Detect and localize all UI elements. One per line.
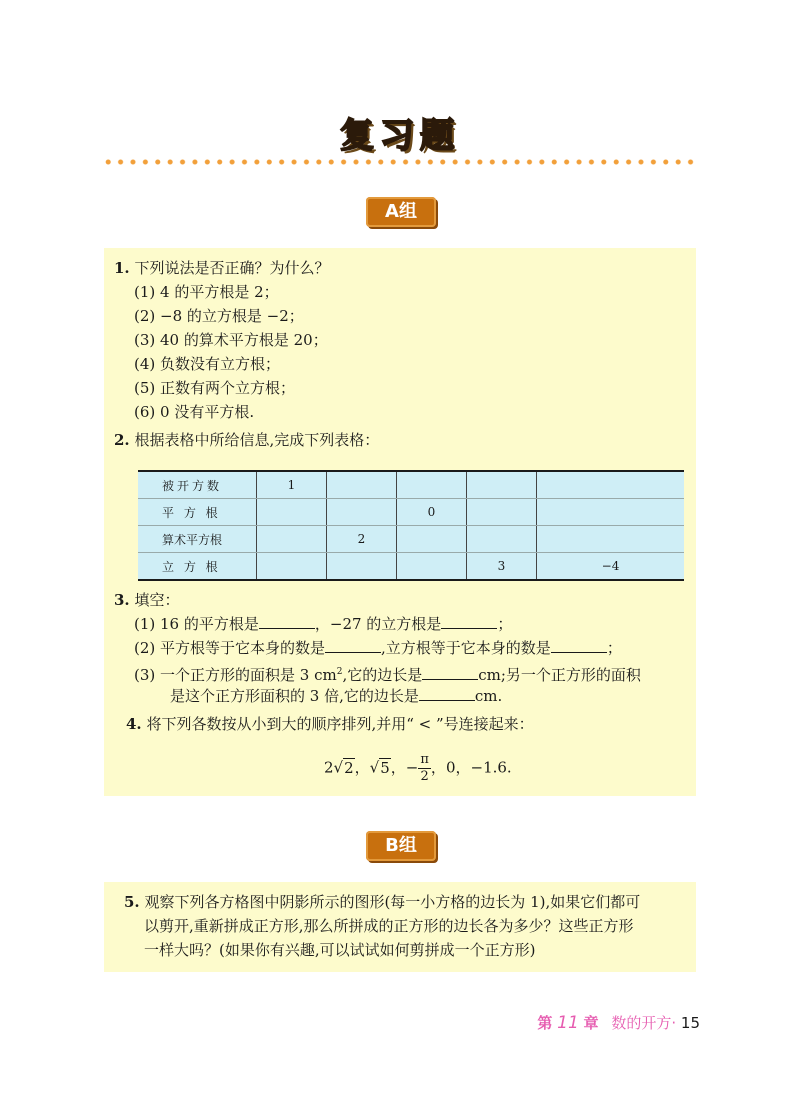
answer-blank[interactable] bbox=[419, 686, 475, 701]
row-header: 被开方数 bbox=[138, 471, 257, 499]
q3-text: ； bbox=[606, 639, 622, 657]
math-text: ， bbox=[354, 758, 370, 777]
table-cell bbox=[257, 499, 327, 526]
math-text: ， bbox=[455, 758, 471, 777]
table-cell bbox=[327, 471, 397, 499]
q1-item: (4) 负数没有立方根； bbox=[134, 355, 281, 373]
question-text: 观察下列各方格图中阴影所示的图形(每一小方格的边长为 1),如果它们都可 bbox=[144, 893, 641, 911]
math-text: ， bbox=[430, 758, 446, 777]
q3-text: (2) 平方根等于它本身的数是 bbox=[134, 639, 326, 657]
table-cell: 0 bbox=[397, 499, 467, 526]
q3-text: ,它的边长是 bbox=[342, 666, 423, 684]
table-cell bbox=[537, 499, 685, 526]
q3-line-3 bbox=[134, 660, 641, 687]
q3-text: 是这个正方形面积的 3 倍,它的边长是 bbox=[170, 687, 419, 705]
table-row bbox=[138, 471, 684, 499]
table-cell bbox=[257, 553, 327, 581]
row-header: 立 方 根 bbox=[138, 553, 257, 581]
row-header: 平 方 根 bbox=[138, 499, 257, 526]
question-text: 根据表格中所给信息,完成下列表格： bbox=[134, 431, 380, 449]
page-number: 15 bbox=[680, 1014, 700, 1032]
group-a-panel bbox=[104, 248, 696, 796]
question-2 bbox=[114, 428, 379, 452]
q3-line-4 bbox=[170, 684, 502, 708]
q1-item: (1) 4 的平方根是 2； bbox=[134, 283, 279, 301]
chapter-label: 章 bbox=[583, 1014, 599, 1032]
question-5 bbox=[124, 890, 640, 914]
dotted-divider bbox=[102, 156, 698, 168]
group-a-badge: A组 bbox=[366, 197, 436, 227]
q1-item: (3) 40 的算术平方根是 20； bbox=[134, 331, 328, 349]
math-text: 2 bbox=[324, 758, 334, 777]
table-cell bbox=[537, 471, 685, 499]
table-row bbox=[138, 553, 684, 581]
answer-blank[interactable] bbox=[422, 665, 478, 680]
answer-blank[interactable] bbox=[551, 638, 607, 653]
math-radicand: 5 bbox=[380, 758, 390, 777]
roots-table bbox=[138, 470, 684, 581]
answer-blank[interactable] bbox=[325, 638, 381, 653]
question-number: 1. bbox=[114, 259, 130, 277]
table-cell bbox=[467, 499, 537, 526]
table-cell bbox=[327, 499, 397, 526]
math-radicand: 2 bbox=[344, 758, 354, 777]
group-b-panel bbox=[104, 882, 696, 972]
q3-line-1 bbox=[134, 612, 512, 636]
table-cell bbox=[467, 526, 537, 553]
q5-line: 一样大吗？(如果你有兴趣,可以试试如何剪拼成一个正方形) bbox=[144, 941, 536, 959]
answer-blank[interactable] bbox=[259, 614, 315, 629]
math-text: −1.6. bbox=[470, 758, 512, 777]
chapter-name: 数的开方· bbox=[611, 1014, 677, 1032]
superscript: 2 bbox=[336, 667, 343, 677]
table-cell bbox=[537, 526, 685, 553]
math-text: 0 bbox=[445, 758, 456, 777]
table-cell: 1 bbox=[257, 471, 327, 499]
question-1 bbox=[114, 256, 329, 280]
q1-item: (6) 0 没有平方根. bbox=[134, 403, 255, 421]
pi-fraction: $\frac{\pi}{2}$ bbox=[420, 752, 429, 784]
q3-text: ； bbox=[497, 615, 513, 633]
chapter-number: 11 bbox=[557, 1013, 579, 1033]
question-3 bbox=[114, 588, 179, 612]
table-row bbox=[138, 499, 684, 526]
table-cell bbox=[397, 526, 467, 553]
q1-item: (5) 正数有两个立方根； bbox=[134, 379, 296, 397]
question-number: 4. bbox=[126, 715, 142, 733]
answer-blank[interactable] bbox=[441, 614, 497, 629]
question-number: 5. bbox=[124, 893, 140, 911]
table-cell bbox=[327, 553, 397, 581]
q3-text: cm;另一个正方形的面积 bbox=[478, 666, 641, 684]
q1-item: (2) −8 的立方根是 −2； bbox=[134, 307, 304, 325]
question-text: 下列说法是否正确？为什么？ bbox=[134, 259, 330, 277]
page-title: 复习题 bbox=[340, 116, 460, 156]
table-cell bbox=[397, 471, 467, 499]
math-text: ， bbox=[390, 758, 406, 777]
q5-line: 以剪开,重新拼成正方形,那么所拼成的正方形的边长各为多少？这些正方形 bbox=[144, 917, 634, 935]
row-header: 算术平方根 bbox=[138, 526, 257, 553]
question-number: 3. bbox=[114, 591, 130, 609]
q3-text: (3) 一个正方形的面积是 3 cm bbox=[134, 666, 337, 684]
q3-text: ,立方根等于它本身的数是 bbox=[381, 639, 551, 657]
chapter-label: 第 bbox=[537, 1014, 553, 1032]
table-cell bbox=[257, 526, 327, 553]
q3-line-2 bbox=[134, 636, 622, 660]
page-footer bbox=[537, 1012, 700, 1033]
question-number: 2. bbox=[114, 431, 130, 449]
table-cell: 3 bbox=[467, 553, 537, 581]
question-text: 将下列各数按从小到大的顺序排列,并用“ < ”号连接起来： bbox=[146, 715, 534, 733]
question-text: 填空： bbox=[134, 591, 180, 609]
table-cell: 2 bbox=[327, 526, 397, 553]
q3-text: ，−27 的立方根是 bbox=[314, 615, 442, 633]
group-b-badge: B组 bbox=[366, 831, 436, 861]
table-cell bbox=[467, 471, 537, 499]
q3-text: (1) 16 的平方根是 bbox=[134, 615, 259, 633]
number-list: 2√2，√5，− $\frac{\pi}{2}$ ，0，−1.6. bbox=[324, 752, 512, 784]
table-cell bbox=[397, 553, 467, 581]
table-cell: −4 bbox=[537, 553, 685, 581]
math-text: − bbox=[405, 758, 419, 777]
table-row bbox=[138, 526, 684, 553]
q3-text: cm. bbox=[474, 687, 503, 705]
question-4 bbox=[126, 712, 534, 736]
